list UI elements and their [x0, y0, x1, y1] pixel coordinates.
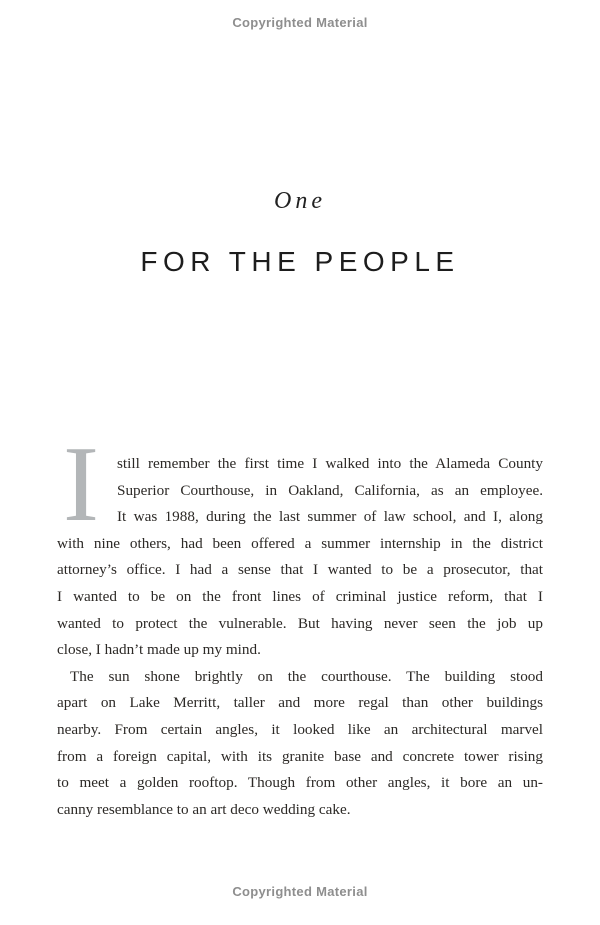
paragraph-1	[57, 451, 543, 664]
body-line: to meet a golden rooftop. Though from other angles, it bore an un-	[57, 774, 543, 792]
body-line: The sun shone brightly on the courthouse. The building stood	[70, 667, 543, 685]
body-line: with nine others, had been offered a summer internship in the district	[57, 534, 543, 552]
paragraph-2	[57, 664, 543, 824]
copyright-notice-bottom: Copyrighted Material	[232, 884, 368, 899]
body-line: wanted to protect the vulnerable. But having never seen the job up	[57, 614, 543, 632]
body-line: apart on Lake Merritt, taller and more regal than other buildings	[57, 694, 543, 712]
chapter-title: FOR THE PEOPLE	[140, 246, 460, 277]
body-line: It was 1988, during the last summer of law school, and I, along	[117, 508, 543, 526]
body-line: nearby. From certain angles, it looked like an architectural marvel	[57, 720, 543, 738]
drop-cap-letter: I	[63, 425, 99, 544]
body-line: canny resemblance to an art deco wedding cake.	[57, 800, 351, 818]
copyright-notice-top: Copyrighted Material	[232, 15, 368, 30]
body-line: from a foreign capital, with its granite base and concrete tower rising	[57, 747, 543, 765]
body-line: attorney’s office. I had a sense that I wanted to be a prosecutor, that	[57, 561, 543, 579]
body-text-block	[57, 425, 543, 823]
body-line: close, I hadn’t made up my mind.	[57, 641, 261, 659]
body-line: I wanted to be on the front lines of criminal justice reform, that I	[57, 587, 543, 605]
body-line: Superior Courthouse, in Oakland, California, as an employee.	[117, 481, 543, 499]
drop-cap	[57, 425, 105, 544]
body-line: still remember the first time I walked into the Alameda County	[117, 455, 543, 472]
chapter-number: One	[274, 188, 326, 214]
